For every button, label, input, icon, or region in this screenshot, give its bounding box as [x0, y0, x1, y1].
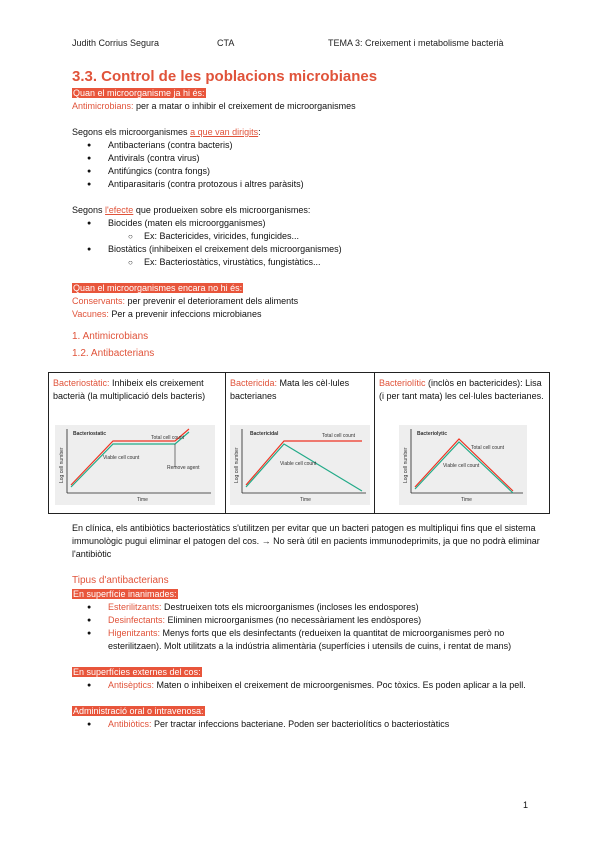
svg-text:Time: Time [137, 497, 148, 503]
comparison-table [48, 372, 550, 514]
table-cell-bacteriostatic: Bacteriostàtic: Inhibeix els creixement bacterià (la multiplicació dels bacteris) Bacteriostatic Total cell count Viable cell count Remove agent Time Log cell number [49, 373, 226, 513]
header-author: Judith Corrius Segura [72, 38, 160, 48]
highlight-prevent: Quan el microorganismes encara no hi és: [73, 283, 243, 293]
target-list [72, 139, 542, 191]
document-body [72, 68, 542, 361]
svg-text:Log cell number: Log cell number [234, 447, 240, 483]
segons-target: Segons els microorganismes a que van dirigits: [72, 127, 261, 137]
graph-bactericidal [230, 425, 370, 505]
graph-bacteriolytic [399, 425, 527, 505]
table-cell-bacteriolytic: Bacteriolític (inclòs en bactericides): Lisa (i per tant mata) les cel·lules bacterianes. Bacteriolytic Total cell count Viable cell count Time Log cell number [379, 378, 544, 503]
list-subitem: ○ Ex: Bactericides, viricides, fungicides... [72, 230, 542, 243]
list-item: ● Desinfectants: Eliminen microorganismes (no necessàriament les endòspores) [72, 614, 542, 627]
list-item: ● Antivirals (contra virus) [72, 152, 542, 165]
list-item: ● Antibiòtics: Per tractar infeccions bacteriane. Poden ser bacteriolítics o bacteriostàtics [72, 718, 542, 731]
clinic-paragraph: En clínica, els antibiòtics bacteriostàtics s'utilitzen per evitar que un bacteri patogen es multipliqui fins que el sistema immunològic pugui eliminar el patogen del cos. → No serà útil en pacients immunodeprimits, ja que no podrà eliminar l'antibiòtic [72, 523, 540, 559]
graph-bacteriostatic [55, 425, 215, 505]
svg-text:Log cell number: Log cell number [59, 447, 65, 483]
effect-list [72, 217, 542, 269]
svg-text:Remove agent: Remove agent [167, 465, 200, 471]
list-item: ● Higenitzants: Menys forts que els desinfectants (redueixen la quantitat de microorganismes però no esterilitzaen). Molt utilitzats a la indústria alimentària (superfícies i utensils de cuins, i rentat de mans) [72, 627, 542, 653]
list-subitem: ○ Ex: Bacteriostàtics, virustàtics, fungistàtics... [72, 256, 542, 269]
svg-text:Time: Time [461, 497, 472, 503]
highlight-externes: En superfícies externes del cos: [73, 667, 201, 677]
externes-list [72, 679, 542, 692]
svg-text:Viable cell count: Viable cell count [103, 455, 140, 461]
term-vacunes: Vacunes: [72, 309, 109, 319]
segons-effect: Segons l'efecte que produeixen sobre els microorganismes: [72, 205, 311, 215]
svg-text:Total cell count: Total cell count [322, 433, 356, 439]
header-topic: TEMA 3: Creixement i metabolisme bacterià [328, 38, 504, 48]
section-antibacterians: 1.2. Antibacterians [72, 348, 155, 359]
svg-text:Total cell count: Total cell count [151, 435, 185, 441]
term-conservants: Conservants: [72, 296, 126, 306]
def-vacunes: Per a prevenir infeccions microbianes [111, 309, 262, 319]
inanimades-list [72, 601, 542, 653]
list-item: ● Biocides (maten els microorgganismes) [72, 217, 542, 230]
svg-text:Time: Time [300, 497, 311, 503]
svg-text:Viable cell count: Viable cell count [443, 463, 480, 469]
svg-text:Bactericidal: Bactericidal [250, 431, 279, 437]
def-conservants: per prevenir el deteriorament dels aliments [127, 296, 299, 306]
svg-text:Viable cell count: Viable cell count [280, 461, 317, 467]
svg-text:Bacteriostatic: Bacteriostatic [73, 431, 107, 437]
highlight-inanimades: En superfície inanimades: [73, 589, 177, 599]
list-item: ● Antibacterians (contra bacteris) [72, 139, 542, 152]
page-title: 3.3. Control de les poblacions microbianes [72, 68, 378, 85]
list-item: ● Antifúngics (contra fongs) [72, 165, 542, 178]
list-item: ● Antisèptics: Maten o inhibeixen el creixement de microorgenismes. Poc tòxics. Es poden aplicar a la pell. [72, 679, 542, 692]
def-antimicrobians: per a matar o inhibir el creixement de microorganismes [136, 101, 356, 111]
svg-text:Total cell count: Total cell count [471, 445, 505, 451]
header-subject: CTA [217, 38, 235, 48]
list-item: ● Biostàtics (inhibeixen el creixement dels microorganismes) [72, 243, 542, 256]
document-body-lower [72, 522, 542, 731]
highlight-oral: Administració oral o intravenosa: [73, 706, 204, 716]
svg-text:Log cell number: Log cell number [403, 447, 409, 483]
table-cell-bactericidal: Bactericida: Mata les cèl·lules bacterianes Bactericidal Total cell count Viable cell count Time Log cell number [226, 373, 375, 513]
section-tipus: Tipus d'antibacterians [72, 575, 169, 586]
section-antimicrobians: 1. Antimicrobians [72, 331, 149, 342]
page-number: 1 [522, 800, 528, 810]
highlight-present: Quan el microorganisme ja hi és: [73, 88, 205, 98]
term-antimicrobians: Antimicrobians: [72, 101, 134, 111]
list-item: ● Antiparasitaris (contra protozous i altres paràsits) [72, 178, 542, 191]
oral-list [72, 718, 542, 731]
svg-text:Bacteriolytic: Bacteriolytic [417, 431, 448, 437]
list-item: ● Esterilitzants: Destrueixen tots els microorganismes (incloses les endospores) [72, 601, 542, 614]
